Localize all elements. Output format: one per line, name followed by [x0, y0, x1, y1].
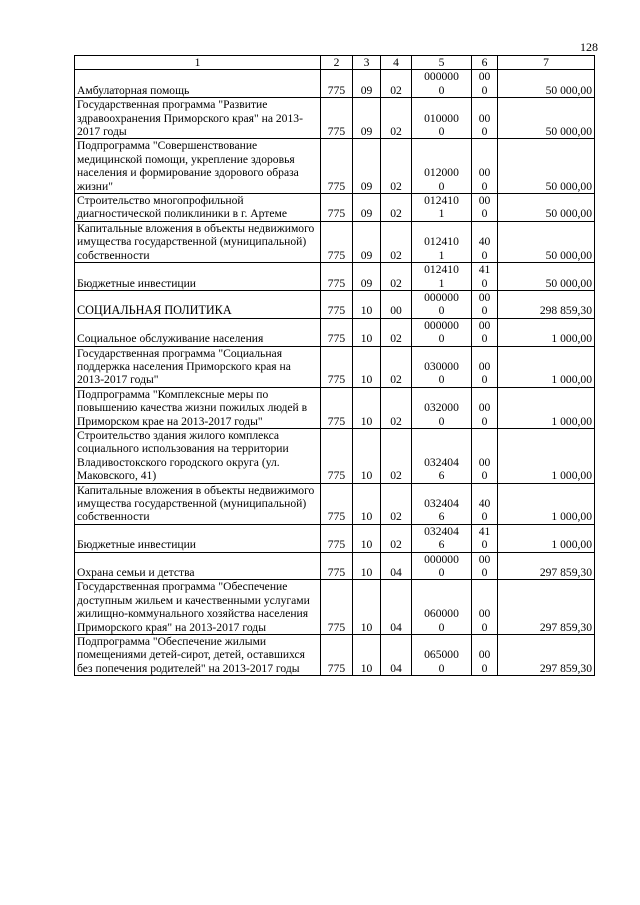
row-sum: 50 000,00 [498, 263, 595, 291]
row-col4: 02 [381, 318, 412, 346]
row-col5-part: 000000 [424, 290, 459, 304]
row-col5 [412, 428, 472, 483]
row-sum: 1 000,00 [498, 387, 595, 428]
row-col4: 04 [381, 552, 412, 580]
row-col6-part: 0 [481, 620, 488, 634]
row-col3: 10 [353, 635, 381, 676]
row-sum: 50 000,00 [498, 70, 595, 98]
row-col5 [412, 483, 472, 524]
row-col2: 775 [321, 387, 353, 428]
row-col2: 775 [321, 635, 353, 676]
row-sum: 50 000,00 [498, 221, 595, 262]
page-number: 128 [580, 40, 598, 54]
row-col2: 775 [321, 580, 353, 635]
row-col5 [412, 346, 472, 387]
row-col6-part: 0 [481, 304, 488, 318]
row-col4: 02 [381, 346, 412, 387]
row-col2: 775 [321, 318, 353, 346]
row-col5-part: 6 [438, 469, 445, 483]
row-col6 [472, 221, 498, 262]
table-row [75, 194, 595, 222]
row-col6-part: 0 [481, 248, 488, 262]
row-col6-part: 00 [478, 111, 491, 125]
row-col5-part: 012410 [424, 235, 459, 249]
row-sum: 1 000,00 [498, 428, 595, 483]
row-col4: 02 [381, 70, 412, 98]
col-header-1: 1 [75, 56, 321, 70]
row-col2: 775 [321, 194, 353, 222]
row-col6 [472, 635, 498, 676]
row-col5 [412, 98, 472, 139]
row-name: Подпрограмма "Обеспечение жилыми помещениями детей-сирот, детей, оставшихся без попечения родителей" на 2013-2017 годы [75, 635, 321, 676]
row-col6-part: 00 [478, 359, 491, 373]
row-sum: 1 000,00 [498, 483, 595, 524]
row-sum: 1 000,00 [498, 524, 595, 552]
row-col3: 10 [353, 580, 381, 635]
row-col5-part: 000000 [424, 318, 459, 332]
row-col6-part: 0 [481, 373, 488, 387]
row-col3: 10 [353, 552, 381, 580]
row-col5-part: 0 [438, 125, 445, 139]
row-col5 [412, 139, 472, 194]
row-col3: 10 [353, 483, 381, 524]
row-col5-part: 030000 [424, 359, 459, 373]
row-col2: 775 [321, 346, 353, 387]
row-col6-part: 00 [478, 607, 491, 621]
row-col5 [412, 290, 472, 318]
row-col6 [472, 428, 498, 483]
row-col6-part: 41 [478, 263, 491, 277]
table-row [75, 552, 595, 580]
row-col5-part: 0 [438, 414, 445, 428]
row-sum: 297 859,30 [498, 580, 595, 635]
row-col4: 00 [381, 290, 412, 318]
row-col5-part: 065000 [424, 648, 459, 662]
row-col4: 02 [381, 98, 412, 139]
table-row [75, 635, 595, 676]
row-col4: 02 [381, 194, 412, 222]
table-row [75, 290, 595, 318]
row-col5 [412, 552, 472, 580]
row-col5-part: 060000 [424, 607, 459, 621]
row-col3: 10 [353, 524, 381, 552]
header-row [75, 56, 595, 70]
table-row [75, 98, 595, 139]
row-col5-part: 032404 [424, 455, 459, 469]
row-col5-part: 6 [438, 538, 445, 552]
table-row [75, 580, 595, 635]
row-col2: 775 [321, 552, 353, 580]
row-col4: 02 [381, 483, 412, 524]
table-row [75, 346, 595, 387]
row-sum: 50 000,00 [498, 139, 595, 194]
row-col5-part: 012410 [424, 263, 459, 277]
row-col6-part: 40 [478, 235, 491, 249]
row-col6-part: 0 [481, 661, 488, 675]
row-sum: 297 859,30 [498, 552, 595, 580]
row-col6 [472, 524, 498, 552]
row-name: СОЦИАЛЬНАЯ ПОЛИТИКА [75, 290, 321, 318]
row-col6-part: 0 [481, 332, 488, 346]
row-col3: 09 [353, 221, 381, 262]
row-col3: 10 [353, 387, 381, 428]
row-col2: 775 [321, 428, 353, 483]
row-col2: 775 [321, 139, 353, 194]
row-col6-part: 0 [481, 538, 488, 552]
row-col6-part: 00 [478, 401, 491, 415]
col-header-3: 3 [353, 56, 381, 70]
row-col6 [472, 194, 498, 222]
row-col6 [472, 263, 498, 291]
row-col5 [412, 263, 472, 291]
row-sum: 50 000,00 [498, 194, 595, 222]
row-col5-part: 1 [438, 207, 445, 221]
table-row [75, 524, 595, 552]
row-col2: 775 [321, 483, 353, 524]
row-name: Капитальные вложения в объекты недвижимого имущества государственной (муниципальной) собственности [75, 221, 321, 262]
table-row [75, 428, 595, 483]
table-row [75, 70, 595, 98]
row-col6-part: 0 [481, 207, 488, 221]
row-col2: 775 [321, 290, 353, 318]
row-col4: 02 [381, 428, 412, 483]
row-col5-part: 010000 [424, 111, 459, 125]
row-name: Государственная программа "Развитие здравоохранения Приморского края" на 2013-2017 годы [75, 98, 321, 139]
row-col3: 09 [353, 139, 381, 194]
row-name: Подпрограмма "Совершенствование медицинской помощи, укрепление здоровья населения и формирование здорового образа жизни" [75, 139, 321, 194]
table-row [75, 263, 595, 291]
row-col5-part: 032404 [424, 524, 459, 538]
row-col3: 09 [353, 194, 381, 222]
row-col5-part: 032404 [424, 497, 459, 510]
row-col5 [412, 70, 472, 98]
row-col4: 02 [381, 139, 412, 194]
row-col6 [472, 580, 498, 635]
row-col4: 02 [381, 524, 412, 552]
row-col3: 09 [353, 70, 381, 98]
row-col3: 09 [353, 98, 381, 139]
row-col5 [412, 580, 472, 635]
col-header-7: 7 [498, 56, 595, 70]
row-col6-part: 0 [481, 469, 488, 483]
row-col6-part: 00 [478, 70, 491, 84]
row-col6 [472, 483, 498, 524]
row-col5 [412, 318, 472, 346]
table-row [75, 318, 595, 346]
row-col6 [472, 98, 498, 139]
row-col5 [412, 194, 472, 222]
row-col5 [412, 524, 472, 552]
row-name: Строительство здания жилого комплекса социального использования на территории Владивостокского городского округа (ул. Маковского, 41) [75, 428, 321, 483]
row-col6 [472, 318, 498, 346]
row-col2: 775 [321, 98, 353, 139]
row-name: Бюджетные инвестиции [75, 524, 321, 552]
row-col6-part: 0 [481, 414, 488, 428]
row-col5-part: 0 [438, 566, 445, 580]
row-col5-part: 1 [438, 248, 445, 262]
row-col6-part: 00 [478, 194, 491, 208]
row-name: Строительство многопрофильной диагностической поликлиники в г. Артеме [75, 194, 321, 222]
row-col6 [472, 387, 498, 428]
row-col6-part: 00 [478, 552, 491, 566]
row-name: Подпрограмма "Комплексные меры по повышению качества жизни пожилых людей в Приморском крае на 2013-2017 годы" [75, 387, 321, 428]
row-col5-part: 012410 [424, 194, 459, 208]
row-col2: 775 [321, 524, 353, 552]
row-col5-part: 000000 [424, 552, 459, 566]
row-col5-part: 0 [438, 304, 445, 318]
row-col3: 10 [353, 346, 381, 387]
row-col6-part: 40 [478, 497, 491, 510]
row-col4: 04 [381, 635, 412, 676]
row-col5-part: 6 [438, 510, 445, 524]
col-header-2: 2 [321, 56, 353, 70]
row-col6-part: 41 [478, 524, 491, 538]
row-col5-part: 1 [438, 276, 445, 290]
row-name: Амбулаторная помощь [75, 70, 321, 98]
row-sum: 298 859,30 [498, 290, 595, 318]
budget-table [74, 55, 595, 676]
row-col6-part: 00 [478, 455, 491, 469]
row-col3: 09 [353, 263, 381, 291]
row-name: Государственная программа "Социальная поддержка населения Приморского края на 2013-2017 годы" [75, 346, 321, 387]
row-col6 [472, 139, 498, 194]
row-col6-part: 00 [478, 166, 491, 180]
table-row [75, 387, 595, 428]
row-col5-part: 0 [438, 373, 445, 387]
row-name: Охрана семьи и детства [75, 552, 321, 580]
row-col6-part: 0 [481, 83, 488, 97]
row-col4: 02 [381, 221, 412, 262]
row-col4: 04 [381, 580, 412, 635]
row-col2: 775 [321, 70, 353, 98]
row-name: Социальное обслуживание населения [75, 318, 321, 346]
row-col5-part: 012000 [424, 166, 459, 180]
row-col6-part: 0 [481, 179, 488, 193]
row-sum: 1 000,00 [498, 318, 595, 346]
row-name: Государственная программа "Обеспечение доступным жильем и качественными услугами жилищно-коммунального хозяйства населения Приморского края" на 2013-2017 годы [75, 580, 321, 635]
row-col6-part: 00 [478, 290, 491, 304]
row-col5 [412, 635, 472, 676]
row-col6-part: 00 [478, 648, 491, 662]
row-col4: 02 [381, 387, 412, 428]
col-header-5: 5 [412, 56, 472, 70]
row-col5-part: 0 [438, 620, 445, 634]
row-col5-part: 0 [438, 332, 445, 346]
table-row [75, 221, 595, 262]
row-sum: 50 000,00 [498, 98, 595, 139]
row-col3: 10 [353, 318, 381, 346]
table-row [75, 483, 595, 524]
row-col5-part: 0 [438, 179, 445, 193]
row-col5-part: 0 [438, 83, 445, 97]
row-col5 [412, 387, 472, 428]
row-col6 [472, 552, 498, 580]
row-col6-part: 0 [481, 276, 488, 290]
row-col2: 775 [321, 221, 353, 262]
row-col6-part: 0 [481, 566, 488, 580]
row-name: Бюджетные инвестиции [75, 263, 321, 291]
row-col6 [472, 70, 498, 98]
col-header-6: 6 [472, 56, 498, 70]
row-col3: 10 [353, 290, 381, 318]
row-col6-part: 0 [481, 125, 488, 139]
row-name: Капитальные вложения в объекты недвижимого имущества государственной (муниципальной) собственности [75, 483, 321, 524]
row-col5-part: 032000 [424, 401, 459, 415]
row-col6 [472, 290, 498, 318]
row-col3: 10 [353, 428, 381, 483]
row-col6-part: 00 [478, 318, 491, 332]
row-col5-part: 0 [438, 661, 445, 675]
row-col6 [472, 346, 498, 387]
table-row [75, 139, 595, 194]
row-sum: 1 000,00 [498, 346, 595, 387]
row-col5 [412, 221, 472, 262]
row-col4: 02 [381, 263, 412, 291]
row-sum: 297 859,30 [498, 635, 595, 676]
row-col6-part: 0 [481, 510, 488, 524]
col-header-4: 4 [381, 56, 412, 70]
row-col5-part: 000000 [424, 70, 459, 84]
row-col2: 775 [321, 263, 353, 291]
